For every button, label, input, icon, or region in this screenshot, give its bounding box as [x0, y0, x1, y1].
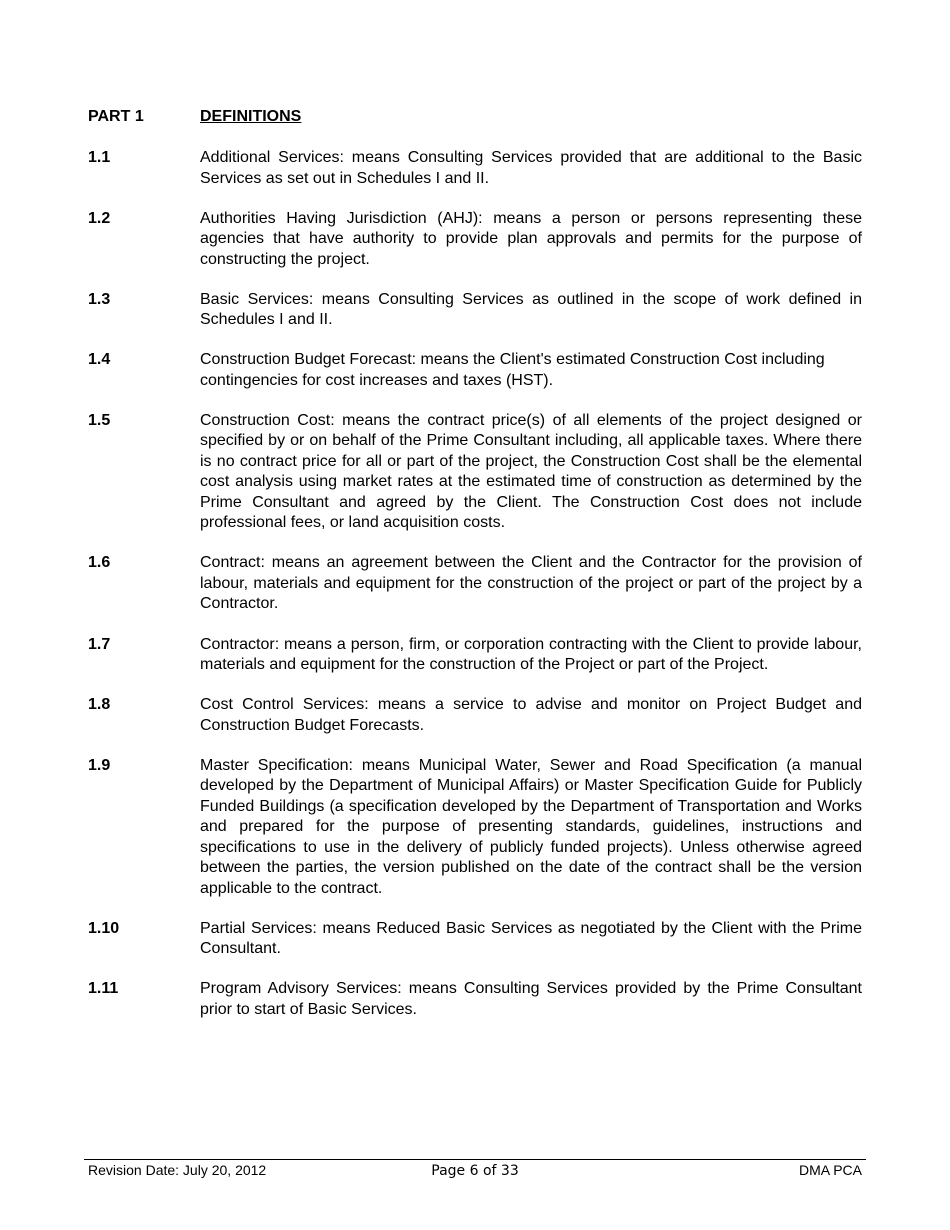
- definition-number: 1.1: [88, 149, 111, 166]
- page-number: Page 6 of 33: [431, 1163, 519, 1179]
- revision-date: Revision Date: July 20, 2012: [88, 1162, 267, 1178]
- definition-text: Additional Services: means Consulting Services provided that are additional to the Basic Services as set out in Schedules I and II.: [200, 149, 862, 187]
- definition-item: [88, 350, 862, 391]
- definition-number: 1.3: [88, 290, 111, 308]
- document-code: DMA PCA: [798, 1162, 862, 1178]
- definition-item: [88, 979, 862, 1020]
- section-heading: [88, 108, 301, 126]
- definition-text: Authorities Having Jurisdiction (AHJ): means a person or persons representing these agencies that have authority to provide plan approvals and permits for the purpose of constructing the project.: [200, 209, 862, 268]
- definition-text: Contract: means an agreement between the Client and the Contractor for the provision of labour, materials and equipment for the construction of the project or part of the project by a Contractor.: [200, 554, 862, 613]
- definition-number: 1.9: [88, 756, 111, 774]
- definition-text: Construction Cost: means the contract price(s) of all elements of the project designed or specified by or on behalf of the Prime Consultant including, all applicable taxes. Where there is no contract price for all or part of the project, the Construction Cost shall be the elemental cost analysis using market rates at the estimated time of construction as determined by the Prime Consultant and agreed by the Client. The Construction Cost does not include professional fees, or land acquisition costs.: [200, 411, 862, 532]
- definition-number: 1.5: [88, 411, 111, 429]
- page-footer: [88, 1162, 862, 1182]
- definition-number: 1.11: [88, 980, 119, 998]
- definition-item: [88, 411, 862, 534]
- definition-item: [88, 148, 862, 189]
- definition-text: Contractor: means a person, firm, or corporation contracting with the Client to provide labour, materials and equipment for the construction of the Project or part of the Project.: [200, 635, 862, 674]
- definition-item: [88, 553, 862, 615]
- definition-text: Program Advisory Services: means Consulting Services provided by the Prime Consultant prior to start of Basic Services.: [200, 980, 862, 1018]
- definition-number: 1.4: [88, 351, 111, 369]
- definition-text: Basic Services: means Consulting Services as outlined in the scope of work defined in Schedules I and II.: [200, 290, 862, 329]
- definition-item: [88, 290, 862, 331]
- definition-item: [88, 695, 862, 736]
- definition-text: Construction Budget Forecast: means the Client's estimated Construction Cost including contingencies for cost increases and taxes (HST).: [200, 351, 825, 389]
- definition-number: 1.2: [88, 209, 111, 227]
- definition-item: [88, 756, 862, 900]
- definition-item: [88, 209, 862, 271]
- definition-number: 1.6: [88, 554, 111, 572]
- definition-number: 1.7: [88, 635, 111, 653]
- definition-item: [88, 919, 862, 960]
- footer-divider: [84, 1159, 866, 1160]
- definition-item: [88, 635, 862, 676]
- definition-number: 1.8: [88, 696, 111, 714]
- definition-text: Cost Control Services: means a service to advise and monitor on Project Budget and Construction Budget Forecasts.: [200, 696, 862, 734]
- part-label: PART 1: [88, 108, 144, 125]
- definition-text: Master Specification: means Municipal Water, Sewer and Road Specification (a manual developed by the Department of Municipal Affairs) or Master Specification Guide for Publicly Funded Buildings (a specification developed by the Department of Transportation and Works and prepared for the purpose of presenting standards, guidelines, instructions and specifications to use in the delivery of publicly funded projects). Unless otherwise agreed between the parties, the version published on the date of the contract shall be the version applicable to the contract.: [200, 756, 862, 897]
- definition-number: 1.10: [88, 919, 120, 937]
- section-title: DEFINITIONS: [200, 108, 302, 125]
- definitions-list: [88, 148, 862, 1040]
- definition-text: Partial Services: means Reduced Basic Services as negotiated by the Client with the Prime Consultant.: [200, 919, 862, 958]
